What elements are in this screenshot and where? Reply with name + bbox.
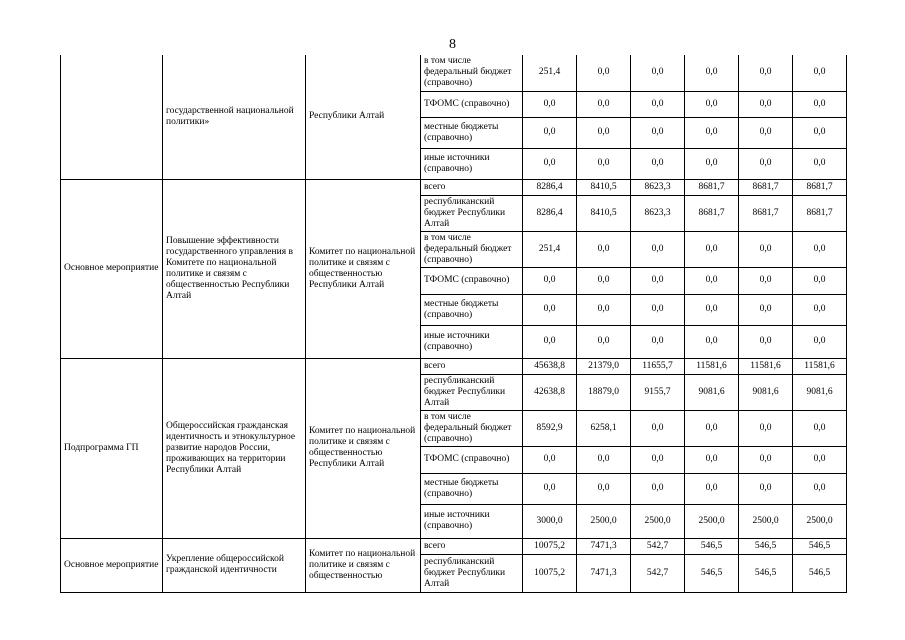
source-cell: всего bbox=[421, 358, 523, 374]
source-cell: ТФОМС (справочно) bbox=[421, 446, 523, 473]
source-cell: ТФОМС (справочно) bbox=[421, 267, 523, 294]
value-cell: 0,0 bbox=[793, 473, 847, 504]
value-cell: 542,7 bbox=[631, 538, 685, 554]
value-cell: 8681,7 bbox=[685, 195, 739, 231]
value-cell: 0,0 bbox=[577, 294, 631, 325]
value-cell: 0,0 bbox=[739, 231, 793, 267]
responsible-cell: Комитет по национальной политике и связям с общественностью Республики Алтай bbox=[306, 358, 421, 538]
value-cell: 0,0 bbox=[523, 267, 577, 294]
value-cell: 0,0 bbox=[631, 267, 685, 294]
value-cell: 0,0 bbox=[577, 91, 631, 117]
value-cell: 251,4 bbox=[523, 231, 577, 267]
source-cell: республиканский бюджет Республики Алтай bbox=[421, 374, 523, 410]
value-cell: 11655,7 bbox=[631, 358, 685, 374]
value-cell: 0,0 bbox=[631, 55, 685, 91]
value-cell: 11581,6 bbox=[739, 358, 793, 374]
source-cell: местные бюджеты (справочно) bbox=[421, 473, 523, 504]
value-cell: 0,0 bbox=[739, 446, 793, 473]
value-cell: 0,0 bbox=[739, 410, 793, 446]
value-cell: 11581,6 bbox=[685, 358, 739, 374]
value-cell: 21379,0 bbox=[577, 358, 631, 374]
value-cell: 0,0 bbox=[685, 294, 739, 325]
table-row bbox=[61, 55, 847, 91]
value-cell: 0,0 bbox=[739, 294, 793, 325]
value-cell: 0,0 bbox=[685, 55, 739, 91]
value-cell: 0,0 bbox=[685, 325, 739, 358]
value-cell: 0,0 bbox=[685, 410, 739, 446]
value-cell: 0,0 bbox=[523, 473, 577, 504]
source-cell: иные источники (справочно) bbox=[421, 148, 523, 179]
responsible-cell: Комитет по национальной политике и связям с общественностью Республики Алтай bbox=[306, 179, 421, 358]
name-cell: Повышение эффективности государственного управления в Комитете по национальной политике и связям с общественностью Республики Алтай bbox=[163, 179, 306, 358]
name-cell: государственной национальной политики» bbox=[163, 55, 306, 179]
value-cell: 0,0 bbox=[793, 55, 847, 91]
value-cell: 8286,4 bbox=[523, 195, 577, 231]
value-cell: 8623,3 bbox=[631, 195, 685, 231]
value-cell: 0,0 bbox=[523, 294, 577, 325]
source-cell: республиканский бюджет Республики Алтай bbox=[421, 195, 523, 231]
value-cell: 0,0 bbox=[739, 55, 793, 91]
category-cell: Основное мероприятие bbox=[61, 538, 163, 592]
value-cell: 0,0 bbox=[739, 91, 793, 117]
value-cell: 0,0 bbox=[577, 473, 631, 504]
value-cell: 546,5 bbox=[685, 554, 739, 592]
value-cell: 11581,6 bbox=[793, 358, 847, 374]
category-cell bbox=[61, 55, 163, 179]
value-cell: 546,5 bbox=[793, 554, 847, 592]
value-cell: 0,0 bbox=[577, 231, 631, 267]
source-cell: в том числе федеральный бюджет (справочно) bbox=[421, 410, 523, 446]
value-cell: 0,0 bbox=[577, 117, 631, 148]
value-cell: 0,0 bbox=[523, 117, 577, 148]
value-cell: 546,5 bbox=[739, 538, 793, 554]
value-cell: 546,5 bbox=[793, 538, 847, 554]
value-cell: 0,0 bbox=[793, 446, 847, 473]
value-cell: 9155,7 bbox=[631, 374, 685, 410]
source-cell: ТФОМС (справочно) bbox=[421, 91, 523, 117]
value-cell: 8681,7 bbox=[793, 179, 847, 195]
value-cell: 9081,6 bbox=[793, 374, 847, 410]
budget-table bbox=[60, 55, 847, 593]
value-cell: 8410,5 bbox=[577, 179, 631, 195]
value-cell: 0,0 bbox=[739, 473, 793, 504]
source-cell: местные бюджеты (справочно) bbox=[421, 294, 523, 325]
source-cell: всего bbox=[421, 179, 523, 195]
page-number: 8 bbox=[449, 37, 456, 52]
value-cell: 542,7 bbox=[631, 554, 685, 592]
responsible-cell: Республики Алтай bbox=[306, 55, 421, 179]
value-cell: 2500,0 bbox=[739, 504, 793, 538]
name-cell: Укрепление общероссийской гражданской идентичности bbox=[163, 538, 306, 592]
value-cell: 0,0 bbox=[685, 91, 739, 117]
value-cell: 546,5 bbox=[739, 554, 793, 592]
value-cell: 0,0 bbox=[685, 148, 739, 179]
value-cell: 251,4 bbox=[523, 55, 577, 91]
value-cell: 8410,5 bbox=[577, 195, 631, 231]
source-cell: всего bbox=[421, 538, 523, 554]
value-cell: 8681,7 bbox=[685, 179, 739, 195]
table-body bbox=[61, 55, 847, 592]
value-cell: 0,0 bbox=[793, 231, 847, 267]
value-cell: 0,0 bbox=[793, 325, 847, 358]
value-cell: 0,0 bbox=[793, 117, 847, 148]
value-cell: 0,0 bbox=[523, 91, 577, 117]
value-cell: 0,0 bbox=[685, 267, 739, 294]
responsible-cell: Комитет по национальной политике и связям с общественностью bbox=[306, 538, 421, 592]
value-cell: 0,0 bbox=[523, 148, 577, 179]
source-cell: республиканский бюджет Республики Алтай bbox=[421, 554, 523, 592]
value-cell: 0,0 bbox=[631, 148, 685, 179]
value-cell: 0,0 bbox=[631, 294, 685, 325]
value-cell: 0,0 bbox=[631, 410, 685, 446]
value-cell: 2500,0 bbox=[793, 504, 847, 538]
value-cell: 10075,2 bbox=[523, 538, 577, 554]
value-cell: 2500,0 bbox=[685, 504, 739, 538]
source-cell: в том числе федеральный бюджет (справочно) bbox=[421, 231, 523, 267]
value-cell: 7471,3 bbox=[577, 538, 631, 554]
value-cell: 0,0 bbox=[577, 55, 631, 91]
value-cell: 8623,3 bbox=[631, 179, 685, 195]
table-row bbox=[61, 538, 847, 554]
value-cell: 9081,6 bbox=[685, 374, 739, 410]
value-cell: 0,0 bbox=[793, 267, 847, 294]
table-row bbox=[61, 179, 847, 195]
source-cell: в том числе федеральный бюджет (справочно) bbox=[421, 55, 523, 91]
value-cell: 42638,8 bbox=[523, 374, 577, 410]
value-cell: 6258,1 bbox=[577, 410, 631, 446]
value-cell: 0,0 bbox=[631, 473, 685, 504]
value-cell: 0,0 bbox=[631, 91, 685, 117]
value-cell: 0,0 bbox=[631, 231, 685, 267]
value-cell: 8681,7 bbox=[739, 195, 793, 231]
value-cell: 0,0 bbox=[523, 325, 577, 358]
value-cell: 0,0 bbox=[577, 267, 631, 294]
source-cell: иные источники (справочно) bbox=[421, 325, 523, 358]
value-cell: 0,0 bbox=[631, 446, 685, 473]
value-cell: 0,0 bbox=[523, 446, 577, 473]
value-cell: 0,0 bbox=[739, 267, 793, 294]
value-cell: 546,5 bbox=[685, 538, 739, 554]
value-cell: 0,0 bbox=[793, 294, 847, 325]
category-cell: Подпрограмма ГП bbox=[61, 358, 163, 538]
value-cell: 0,0 bbox=[577, 148, 631, 179]
value-cell: 2500,0 bbox=[631, 504, 685, 538]
source-cell: иные источники (справочно) bbox=[421, 504, 523, 538]
table-row bbox=[61, 358, 847, 374]
value-cell: 0,0 bbox=[631, 117, 685, 148]
value-cell: 0,0 bbox=[739, 325, 793, 358]
value-cell: 0,0 bbox=[631, 325, 685, 358]
value-cell: 0,0 bbox=[577, 325, 631, 358]
source-cell: местные бюджеты (справочно) bbox=[421, 117, 523, 148]
value-cell: 0,0 bbox=[685, 117, 739, 148]
value-cell: 0,0 bbox=[577, 446, 631, 473]
value-cell: 8681,7 bbox=[793, 195, 847, 231]
value-cell: 45638,8 bbox=[523, 358, 577, 374]
value-cell: 0,0 bbox=[739, 148, 793, 179]
value-cell: 9081,6 bbox=[739, 374, 793, 410]
value-cell: 0,0 bbox=[685, 446, 739, 473]
value-cell: 8286,4 bbox=[523, 179, 577, 195]
value-cell: 0,0 bbox=[793, 410, 847, 446]
value-cell: 0,0 bbox=[793, 91, 847, 117]
value-cell: 2500,0 bbox=[577, 504, 631, 538]
value-cell: 10075,2 bbox=[523, 554, 577, 592]
value-cell: 0,0 bbox=[685, 231, 739, 267]
value-cell: 0,0 bbox=[793, 148, 847, 179]
value-cell: 18879,0 bbox=[577, 374, 631, 410]
value-cell: 3000,0 bbox=[523, 504, 577, 538]
value-cell: 8681,7 bbox=[739, 179, 793, 195]
value-cell: 7471,3 bbox=[577, 554, 631, 592]
value-cell: 0,0 bbox=[739, 117, 793, 148]
value-cell: 0,0 bbox=[685, 473, 739, 504]
category-cell: Основное мероприятие bbox=[61, 179, 163, 358]
name-cell: Общероссийская гражданская идентичность и этнокультурное развитие народов России, проживающих на территории Республики Алтай bbox=[163, 358, 306, 538]
value-cell: 8592,9 bbox=[523, 410, 577, 446]
